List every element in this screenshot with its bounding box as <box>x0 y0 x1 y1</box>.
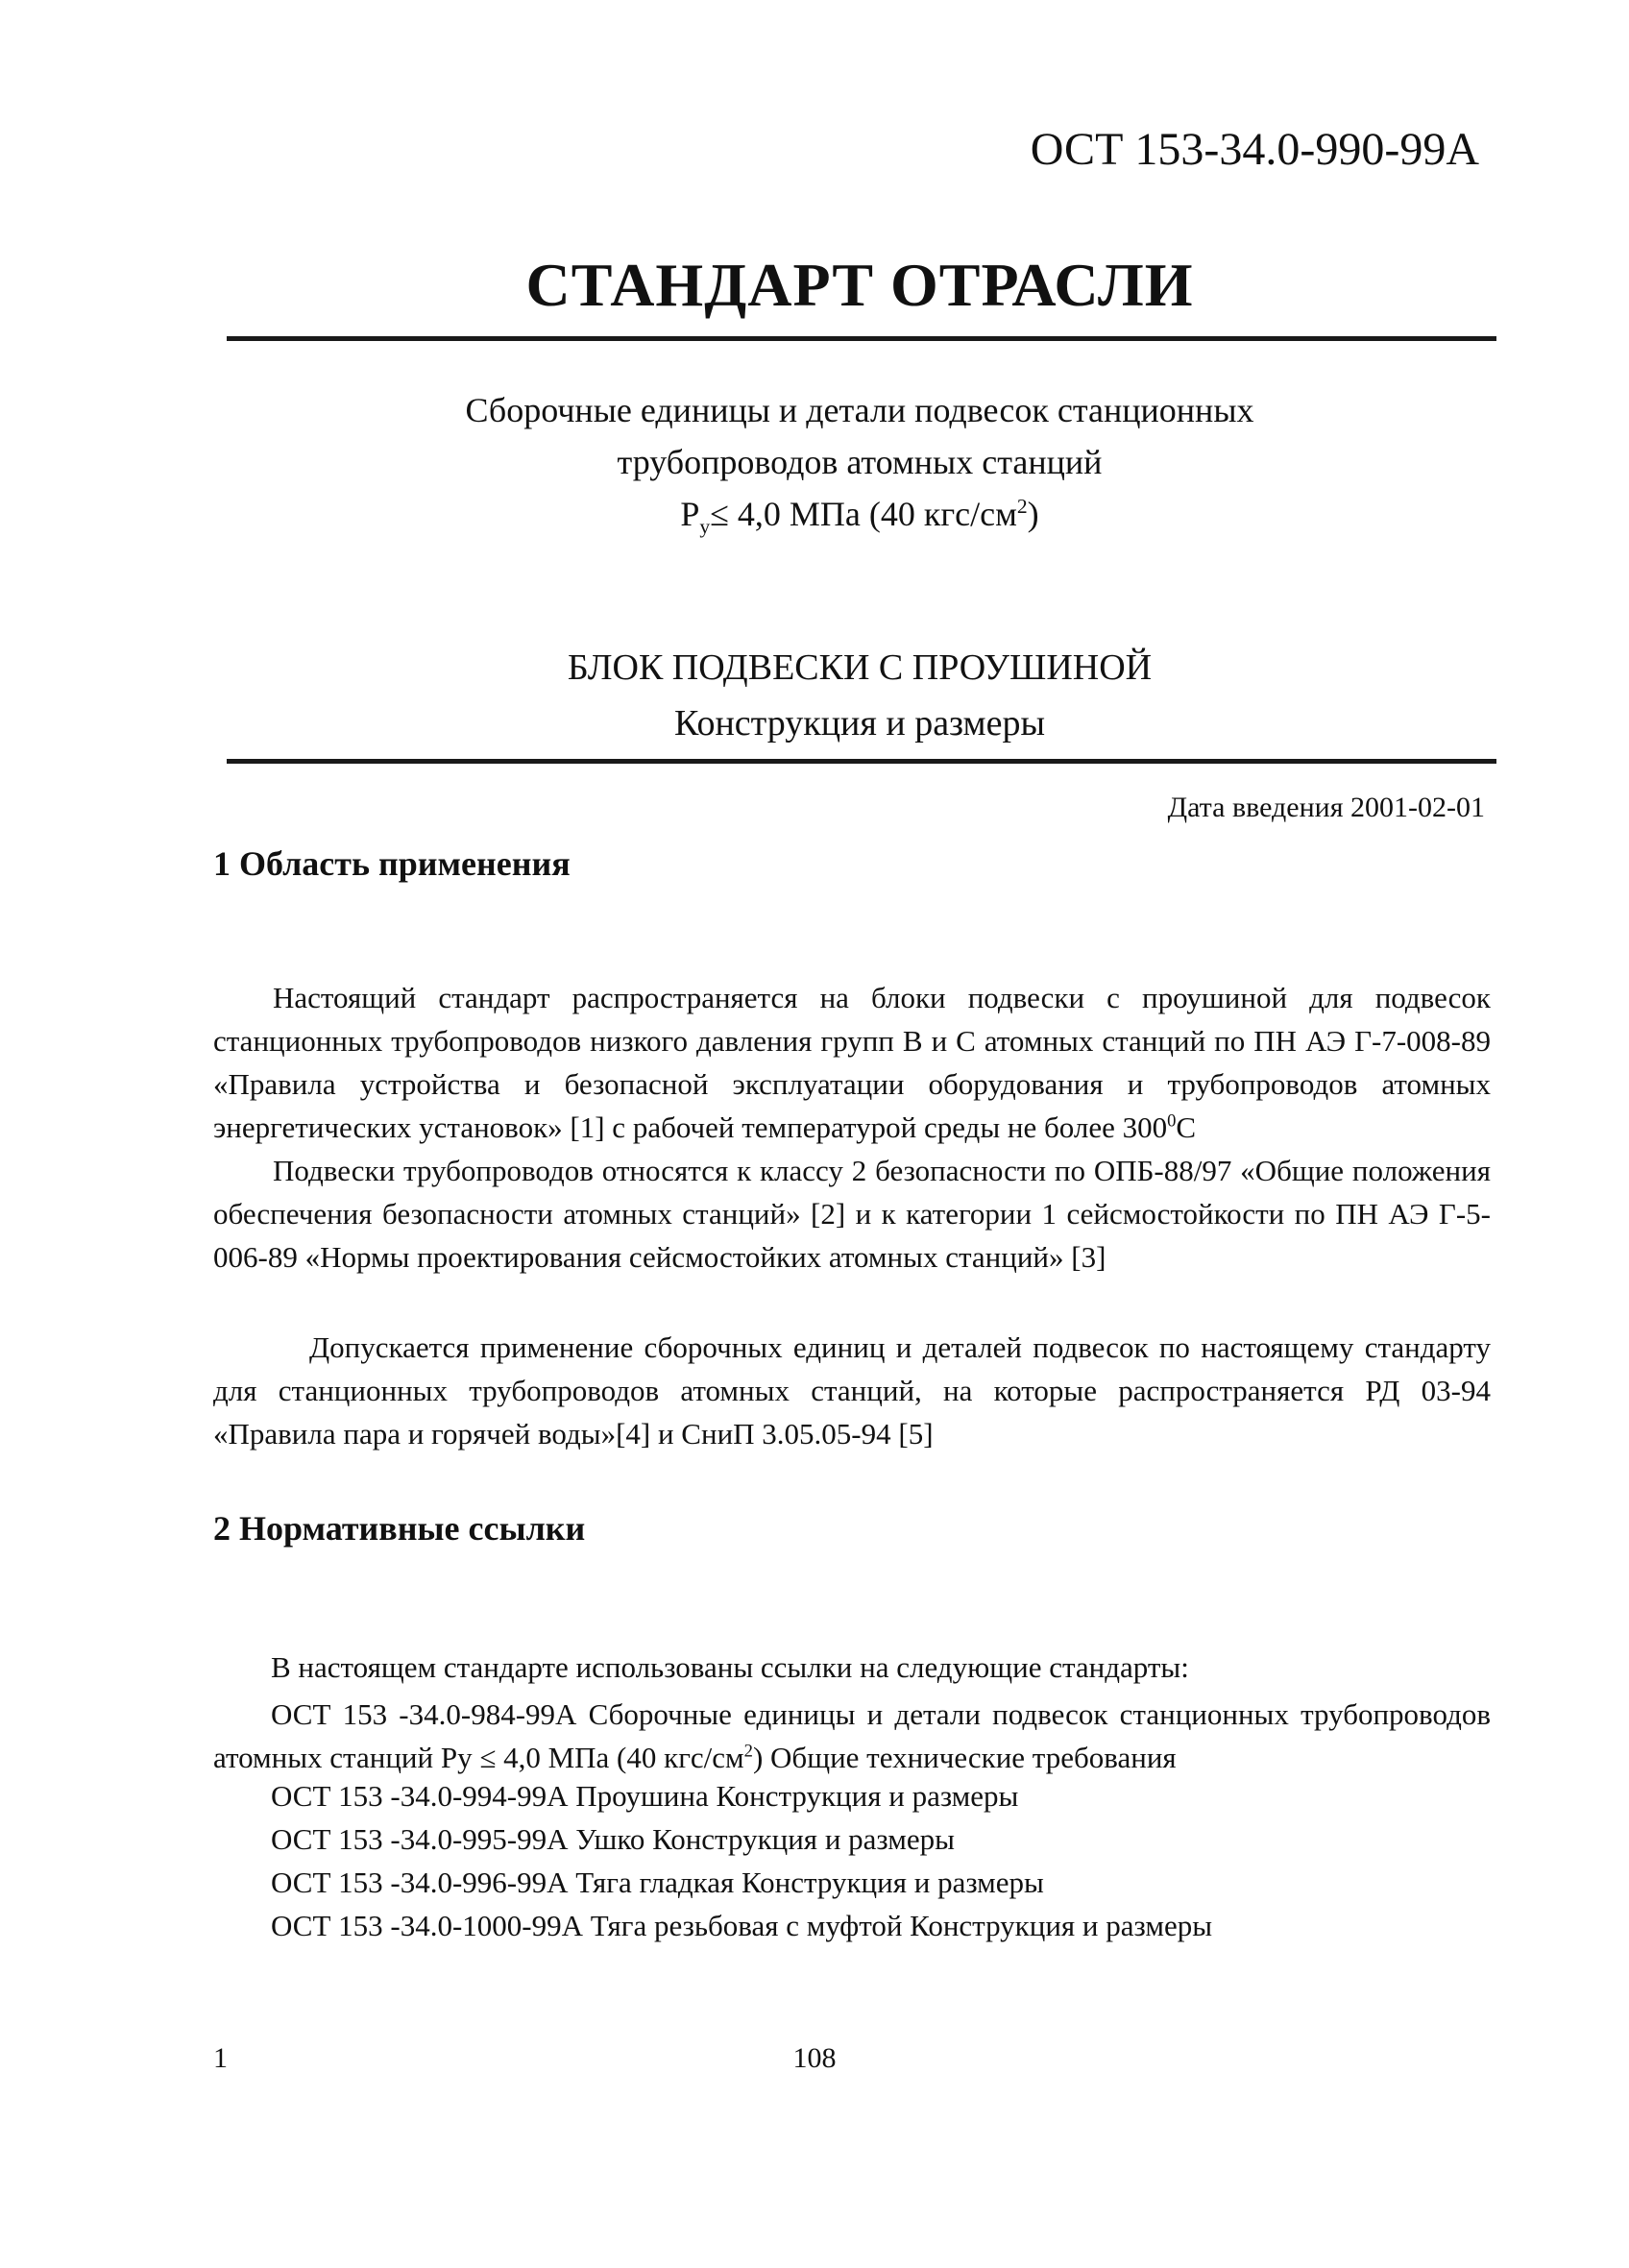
pressure-limit: ≤ 4,0 МПа (40 кгс/см <box>710 495 1017 533</box>
reference-item-5: ОСТ 153 -34.0-1000-99А Тяга резьбовая с муфтой Конструкция и размеры <box>271 1909 1213 1942</box>
page-title: СТАНДАРТ ОТРАСЛИ <box>525 251 1194 319</box>
block-divider <box>227 759 1496 764</box>
section-1-paragraph-3: Допускается применение сборочных единиц и деталей подвесок по настоящему стандарту для станционных трубопроводов атомных станций, на которые распространяется РД 03-94 «Правила пара и горячей воды»[4] и СниП 3.05.05-94 [5] <box>213 1330 1491 1451</box>
reference-1-text: ОСТ 153 -34.0-984-99А Сборочные единицы и детали подвесок станционных трубопроводов атомных станций Ру ≤ 4,0 МПа (40 кгс/см <box>213 1697 1491 1774</box>
reference-item-3: ОСТ 153 -34.0-995-99А Ушко Конструкция и размеры <box>271 1822 955 1856</box>
section-2-heading: 2 Нормативные ссылки <box>213 1509 586 1548</box>
block-subtitle: Конструкция и размеры <box>674 703 1045 744</box>
block-title: БЛОК ПОДВЕСКИ С ПРОУШИНОЙ <box>567 647 1153 688</box>
section-1-paragraph-2: Подвески трубопроводов относятся к классу 2 безопасности по ОПБ-88/97 «Общие положения обеспечения безопасности атомных станций» [2] и к категории 1 сейсмостойкости по ПН АЭ Г-5-006-89 «Нормы проектирования сейсмостойких атомных станций» [3] <box>213 1154 1491 1274</box>
references-intro: В настоящем стандарте использованы ссылки на следующие стандарты: <box>271 1650 1189 1684</box>
pressure-symbol: P <box>680 495 700 533</box>
reference-item-1 <box>213 1693 1491 1779</box>
footer-left-mark: 1 <box>213 2042 228 2074</box>
pressure-superscript: 2 <box>1016 495 1028 518</box>
page-number: 108 <box>792 2042 837 2074</box>
document-code: ОСТ 153-34.0-990-99А <box>1030 124 1479 175</box>
degree-unit: С <box>1176 1110 1197 1144</box>
degree-superscript: 0 <box>1167 1110 1177 1132</box>
reference-1-superscript: 2 <box>743 1741 753 1762</box>
reference-item-4: ОСТ 153 -34.0-996-99А Тяга гладкая Конструкция и размеры <box>271 1866 1044 1899</box>
introduction-date: Дата введения 2001-02-01 <box>1167 792 1485 823</box>
pressure-subscript: y <box>699 515 711 539</box>
subtitle-line-2: трубопроводов атомных станций <box>617 443 1103 481</box>
subtitle-line-3 <box>221 488 1498 540</box>
title-divider <box>227 336 1496 341</box>
paragraph-1-text: Настоящий стандарт распространяется на блоки подвески с проушиной для подвесок станционных трубопроводов низкого давления групп В и С атомных станций по ПН АЭ Г-7-008-89 «Правила устройства и безопасной эксплуатации оборудования и трубопроводов атомных энергетических установок» [1] с рабочей температурой среды не более 300 <box>213 981 1491 1144</box>
section-1-heading: 1 Область применения <box>213 844 571 883</box>
reference-1-end: ) Общие технические требования <box>752 1741 1177 1774</box>
reference-item-2: ОСТ 153 -34.0-994-99А Проушина Конструкция и размеры <box>271 1779 1019 1813</box>
pressure-close: ) <box>1027 495 1039 533</box>
standard-subtitle <box>221 384 1498 540</box>
block-heading <box>221 640 1498 751</box>
section-1-paragraph-1 <box>213 976 1491 1149</box>
subtitle-line-1: Сборочные единицы и детали подвесок станционных <box>465 391 1254 429</box>
